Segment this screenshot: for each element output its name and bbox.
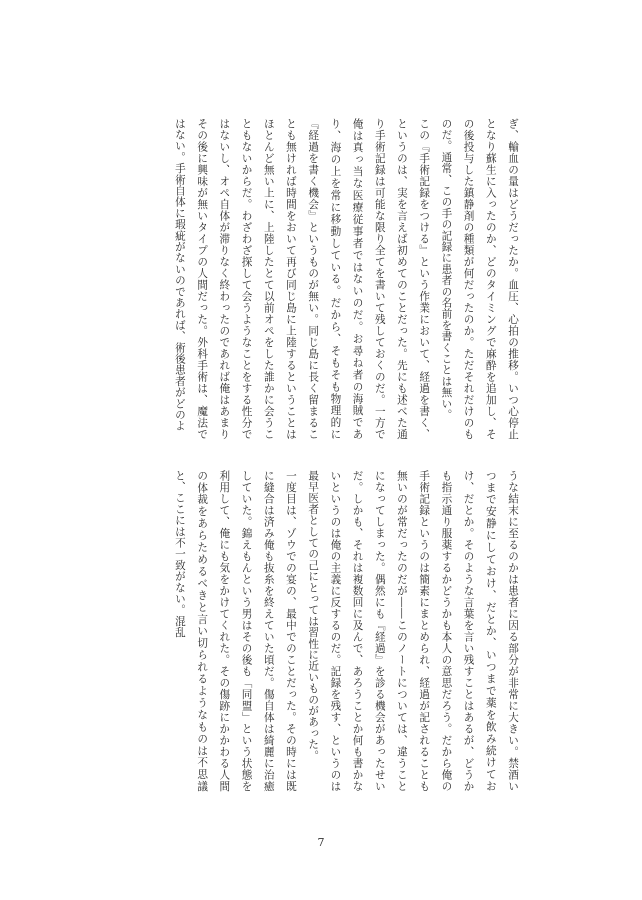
upper-text-block: ぎ、輸血の量はどうだったか。血圧、心拍の推移。いつ心停止となり蘇生に入ったのか、どのタイミングで麻酔を追加し、その後投与した鎮静剤の種類が何だったのか。ただそれだけのものだ。通常、この手の記録に患者の名前を書くことは無い。 この『手術記録をつける』という作業において、経過を書く、というのは、実を言えば初めてのことだった。先にも述べた通り手術記録は可能な限り全てを書いて残しておくのだ。一方で俺は真っ当な医療従事者ではないのだ。お尋ね者の海賊であり、海の上を常に移動している。だから、そもそも物理的に『経過を書く機会』というものが無い。同じ島に長く留まることも無ければ時間をおいて再び同じ島に上陸するということはほとんど無い上に、上陸したとて以前オペをした誰かに会うこともないからだ。わざわざ探して会うようなことをする性分ではないし、オペ自体が滞りなく終わったのであれば俺はあまりその後に興味が無いタイプの人間だった。外科手術は、魔法ではない。手術自体に瑕疵がないのであれば、術後患者がどのよ xyxy=(173,118,519,440)
page-number: 7 xyxy=(317,836,325,849)
lower-text-block: うな結末に至るのかは患者に因る部分が非常に大きい。禁酒いつまで安静にしておけ、だとか、いつまで薬を飲み続けておけ、だとか。そのような言葉を言い残すことはあるが、どうかも指示通り服薬するかどうかも本人の意思だろう。だから俺の手術記録というのは簡素にまとめられ、経過が記されることも無いのが常だったのだが――このノートについては、違うことになってしまった。偶然にも『経過』を診る機会があったせいだ。しかも、それは複数回に及んで、あろうことか何も書かないというのは俺の主義に反するのだ。記録を残す、というのは最早医者としての己にとっては習性に近いものがあった。 一度目は、ゾウでの宴の、最中でのことだった。その時には既に縫合は済み俺も抜糸を終えていた頃だ。傷自体は綺麗に治癒していた。錦えもんという男はその後も「同盟」という状態を利用して、俺にも気をかけてくれた。その傷跡にかかわる人間の体裁をあらためるべきと言い切られるようなものは不思議と、ここには不一致がない。混乱 xyxy=(173,470,519,792)
